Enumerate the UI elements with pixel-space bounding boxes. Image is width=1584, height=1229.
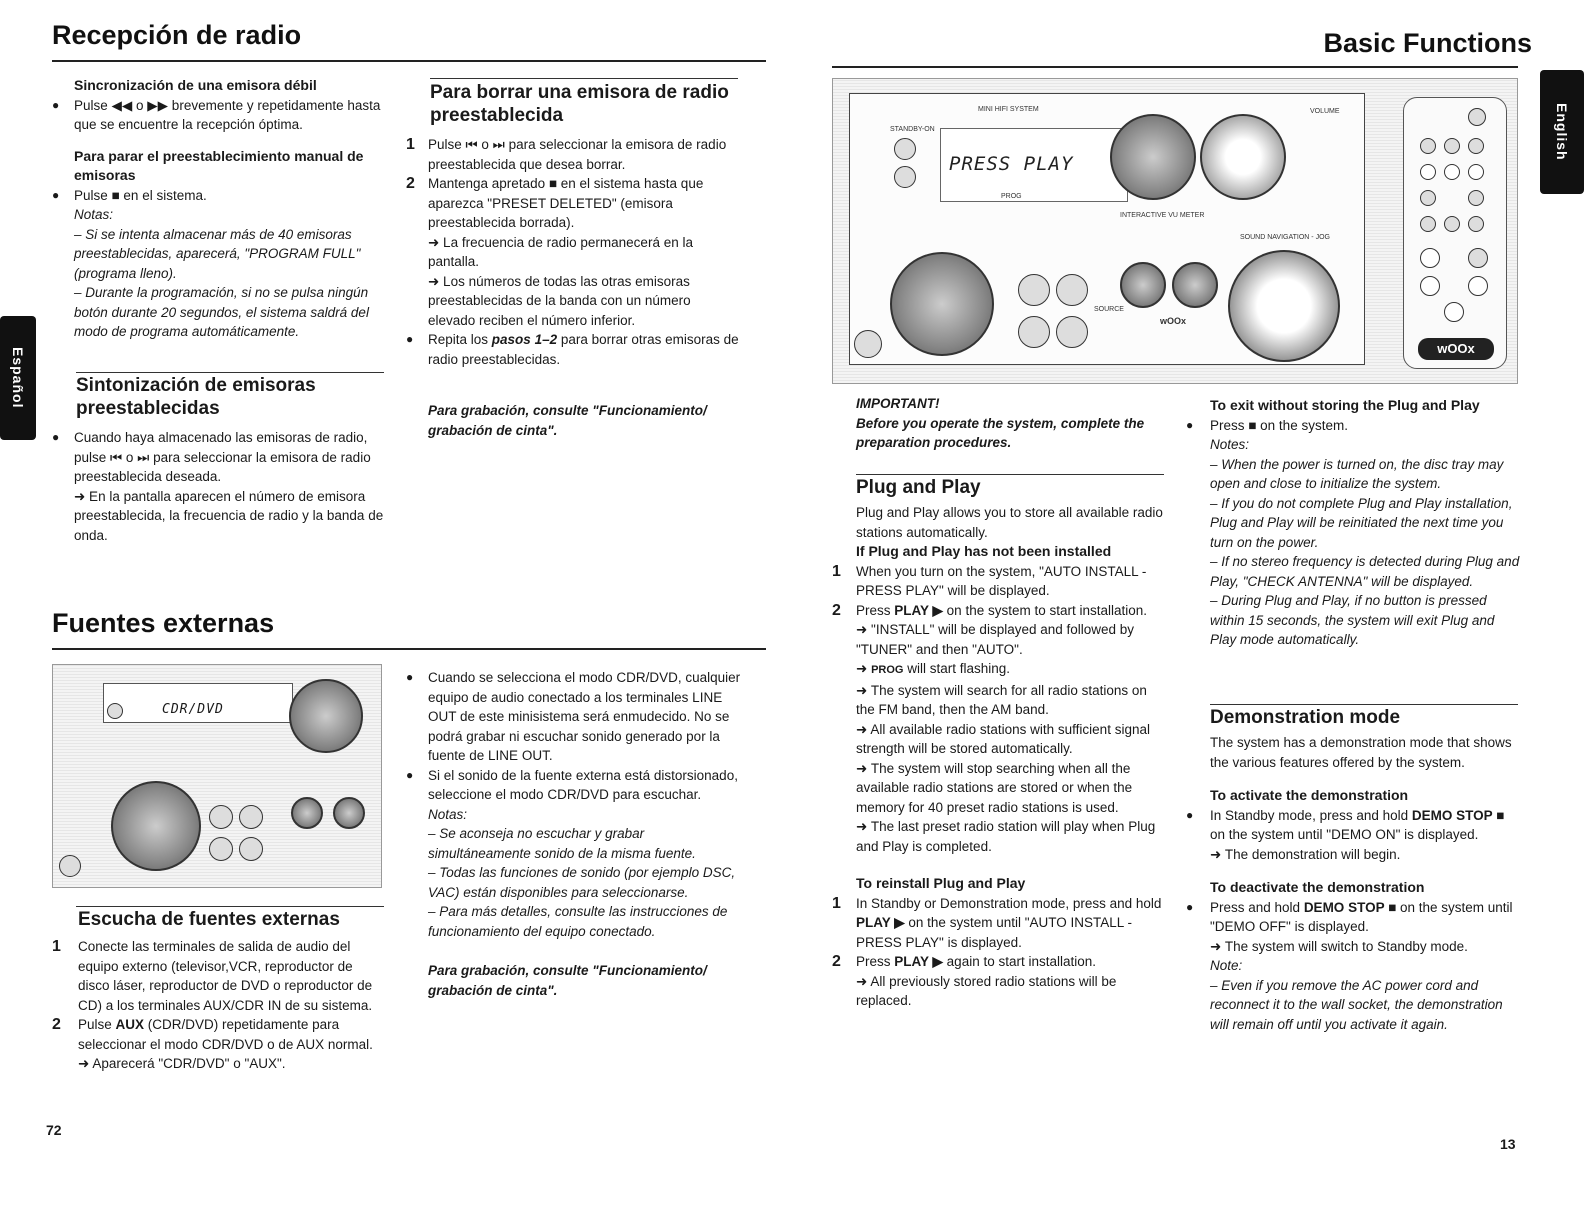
deactivate-heading: To deactivate the demonstration: [1210, 879, 1425, 895]
tuning-section: [52, 374, 387, 545]
erase-arrow-2: ➜ Los números de todas las otras emisoras preestablecidas de la banda con un número elevado reciben el número inferior.: [428, 273, 691, 328]
erase-arrow-1: ➜ La frecuencia de radio permanecerá en la pantalla.: [428, 234, 693, 269]
small-woox-knob-1: [291, 797, 323, 829]
small-cd-button: [209, 805, 233, 829]
remote-sleep-button: [1468, 216, 1484, 232]
important-text: Before you operate the system, complete the preparation procedures.: [856, 415, 1145, 450]
small-aux-button: [239, 837, 263, 861]
plug-step-2: 2 Press PLAY ▶ on the system to start installation.: [832, 601, 1148, 619]
plug-step-1: 1 When you turn on the system, "AUTO INSTALL - PRESS PLAY" will be displayed.: [832, 562, 1147, 598]
erase-step-2: 2 Mantenga apretado ■ en el sistema hasta que aparezca "PRESET DELETED" (emisora preestablecida borrada).: [406, 175, 704, 230]
plug-heading: Plug and Play: [856, 477, 981, 498]
remote-next-button: [1468, 276, 1488, 296]
erase-heading: Para borrar una emisora de radio preestablecida: [430, 82, 729, 126]
device-illustration-small: [52, 664, 382, 888]
plug-arrow-6: ➜ The last preset radio station will play when Plug and Play is completed.: [856, 819, 1156, 854]
note-label-en: Note:: [1210, 958, 1243, 973]
note-en-2: – If you do not complete Plug and Play installation, Plug and Play will be reinitiated the next time you turn on the power.: [1210, 495, 1513, 550]
deactivate-arrow: ➜ The system will switch to Standby mode.: [1210, 938, 1468, 954]
remote-tuner-button: [1444, 138, 1460, 154]
small-vu-meter: [289, 679, 363, 753]
reinstall-step-1: 1 In Standby or Demonstration mode, press and hold PLAY ▶ on the system until "AUTO INSTALL - PRESS PLAY" is displayed.: [832, 894, 1162, 950]
standby-on-button: [894, 138, 916, 160]
small-tape-button: [209, 837, 233, 861]
listen-step-2: 2 Pulse AUX (CDR/DVD) repetidamente para seleccionar el modo CDR/DVD o de AUX normal.: [52, 1016, 373, 1052]
reinstall-arrow: ➜ All previously stored radio stations will be replaced.: [856, 973, 1117, 1008]
plug-arrow-2: ➜ PROG will start flashing.: [856, 661, 1011, 676]
not-installed-heading: If Plug and Play has not been installed: [856, 543, 1112, 559]
external-notes-label: Notas:: [428, 806, 468, 822]
remote-display-button: [1444, 216, 1460, 232]
deactivate-text: ● Press and hold DEMO STOP ■ on the system until "DEMO OFF" is displayed.: [1186, 898, 1521, 937]
source-label: SOURCE: [1094, 306, 1124, 313]
remote-vac-button: [1468, 190, 1484, 206]
woox-label: wOOx: [1160, 316, 1187, 326]
note-en-1: – When the power is turned on, the disc tray may open and close to initialize the system.: [1210, 456, 1504, 491]
volume-label: VOLUME: [1310, 108, 1340, 115]
woox-knob-2: [1172, 262, 1218, 308]
remote-dsc-button: [1420, 190, 1436, 206]
sound-navigation-jog: [1228, 250, 1340, 362]
stop-text: ● Pulse ■ en el sistema.: [52, 186, 387, 206]
remote-key-2: [1444, 164, 1460, 180]
important-label: IMPORTANT!: [856, 396, 940, 411]
plug-arrow-5: ➜ The system will stop searching when all the available radio stations are stored or when the memory for 40 preset radio stations is used.: [856, 760, 1133, 815]
tuning-text: ● Cuando haya almacenado las emisoras de radio, pulse ⏮ o ⏭ para seleccionar la emisora de radio preestablecida deseada.: [52, 428, 387, 487]
demo-intro: The system has a demonstration mode that shows the various features offered by the system.: [1210, 735, 1512, 770]
listen-rule: [76, 906, 384, 907]
main-display: [940, 128, 1128, 202]
right-title-rule: [832, 66, 1518, 68]
remote-mute-button: [1468, 108, 1486, 126]
remote-minus-button: [1420, 248, 1440, 268]
activate-text: ● In Standby mode, press and hold DEMO STOP ■ on the system until "DEMO ON" is displayed.: [1186, 806, 1521, 845]
plug-section: [832, 476, 1167, 1011]
left-jog-wheel: [890, 252, 994, 356]
tuning-heading: Sintonización de emisoras preestablecidas: [76, 375, 316, 419]
recording-ref-2: Para grabación, consulte "Funcionamiento/ grabación de cinta".: [428, 963, 707, 998]
note-en-4: – During Plug and Play, if no button is pressed within 15 seconds, the system will exit Plug and Play mode automatically.: [1210, 593, 1495, 647]
sync-text: ● Pulse ◀◀ o ▶▶ brevemente y repetidamente hasta que se encuentre la recepción óptima.: [52, 96, 387, 135]
plug-arrow-4: ➜ All available radio stations with sufficient signal strength will be stored automatically.: [856, 721, 1150, 756]
external-col-2: [406, 668, 741, 1000]
tuning-rule: [76, 372, 384, 373]
small-headphone-jack: [59, 855, 81, 877]
vu-meter: [1110, 114, 1196, 200]
activate-heading: To activate the demonstration: [1210, 787, 1409, 803]
language-tab-english[interactable]: English: [1540, 70, 1584, 194]
left-page-number: 72: [46, 1122, 62, 1138]
external-note-3: – Para más detalles, consulte las instrucciones de funcionamiento del equipo conectado.: [428, 904, 728, 939]
sync-heading: Sincronización de una emisora débil: [74, 77, 317, 93]
left-col-2: [406, 81, 741, 440]
external-bullet-1: ● Cuando se selecciona el modo CDR/DVD, cualquier equipo de audio conectado a los terminales LINE OUT de este minisistema será enmudecido. No se podrá grabar ni escuchar sonido generado por la fuente de LINE OUT.: [406, 668, 741, 766]
small-standby-button: [107, 703, 123, 719]
small-lcd-text: CDR/DVD: [162, 702, 224, 717]
reinstall-heading: To reinstall Plug and Play: [856, 875, 1026, 891]
exit-text: ● Press ■ on the system.: [1186, 416, 1521, 436]
external-sources-title: Fuentes externas: [52, 608, 275, 638]
demo-heading: Demonstration mode: [1210, 707, 1401, 728]
plug-rule: [856, 474, 1164, 475]
listen-arrow: ➜ Aparecerá "CDR/DVD" o "AUX".: [78, 1056, 286, 1071]
remote-cd-button: [1420, 138, 1436, 154]
demo-rule: [1210, 704, 1518, 705]
listen-heading: Escucha de fuentes externas: [78, 909, 340, 930]
tuner-button: [1056, 274, 1088, 306]
external-note-2: – Todas las funciones de sonido (por ejemplo DSC, VAC) están disponibles para seleccionarse.: [428, 865, 736, 900]
woox-knob-1: [1120, 262, 1166, 308]
erase-step-1: 1 Pulse ⏮ o ⏭ para seleccionar la emisora de radio preestablecida que desea borrar.: [406, 136, 727, 172]
remote-woox-button: wOOx: [1418, 338, 1494, 360]
listen-section: [52, 908, 387, 1074]
demo-section: [1186, 706, 1521, 1034]
jog-label: SOUND NAVIGATION - JOG: [1240, 234, 1330, 241]
eco-power-button: [894, 166, 916, 188]
external-title-rule: [52, 648, 766, 650]
exit-heading: To exit without storing the Plug and Play: [1210, 397, 1480, 413]
remote-prev-button: [1420, 276, 1440, 296]
notes-label: Notas:: [74, 207, 114, 222]
reinstall-step-2: 2 Press PLAY ▶ again to start installation.: [832, 953, 1097, 970]
left-page-title: Recepción de radio: [52, 20, 302, 50]
plug-arrow-1: ➜ "INSTALL" will be displayed and followed by "TUNER" and then "AUTO".: [856, 622, 1135, 657]
plug-arrow-3: ➜ The system will search for all radio stations on the FM band, then the AM band.: [856, 682, 1147, 717]
small-woox-knob-2: [333, 797, 365, 829]
prog-label: PROG: [1001, 193, 1022, 200]
vu-label: INTERACTIVE VU METER: [1120, 212, 1205, 219]
remote-shuffle-button: [1420, 216, 1436, 232]
small-display: [103, 683, 293, 723]
remote-key-1: [1420, 164, 1436, 180]
remote-plus-button: [1468, 248, 1488, 268]
notes-label-en: Notes:: [1210, 437, 1250, 452]
plug-intro: Plug and Play allows you to store all available radio stations automatically.: [856, 505, 1163, 540]
cd-button: [1018, 274, 1050, 306]
standby-label: STANDBY-ON: [890, 126, 935, 133]
small-tuner-button: [239, 805, 263, 829]
tape-button: [1018, 316, 1050, 348]
remote-tape-button: [1468, 138, 1484, 154]
external-bullet-2: ● Si el sonido de la fuente externa está distorsionado, seleccione el modo CDR/DVD para escuchar.: [406, 766, 741, 805]
external-note-1: – Se aconseja no escuchar y grabar simultáneamente sonido de la misma fuente.: [428, 826, 696, 861]
right-page-number: 13: [1500, 1136, 1516, 1152]
remote-control: [1403, 97, 1507, 369]
right-col-1: [832, 394, 1167, 453]
device-illustration: [832, 78, 1518, 384]
stop-heading: Para parar el preestablecimiento manual de emisoras: [74, 147, 364, 183]
activate-arrow: ➜ The demonstration will begin.: [1210, 846, 1401, 862]
tuning-arrow: ➜ En la pantalla aparecen el número de emisora preestablecida, la frecuencia de radio y la banda de onda.: [74, 488, 384, 543]
erase-rule: [430, 78, 738, 79]
right-col-2: [1186, 396, 1521, 650]
main-unit: [849, 93, 1365, 365]
right-page-title: Basic Functions: [1323, 28, 1532, 58]
demo-note: – Even if you remove the AC power cord and reconnect it to the wall socket, the demonstration will remain off until you activate it again.: [1210, 977, 1503, 1032]
volume-knob: [1200, 114, 1286, 200]
remote-play-button: [1444, 302, 1464, 322]
note-2: – Durante la programación, si no se pulsa ningún botón durante 20 segundos, el sistema saldrá del modo de programa automáticamente.: [74, 285, 369, 339]
headphone-jack: [854, 330, 882, 358]
main-lcd-text: PRESS PLAY: [949, 153, 1074, 175]
listen-step-1: 1 Conecte las terminales de salida de audio del equipo externo (televisor,VCR, reproductor de disco láser, reproductor de DVD o reproductor de CD) a los terminales AUX/CDR IN de su sistema.: [52, 938, 373, 1013]
language-tab-espanol[interactable]: Español: [0, 316, 36, 440]
remote-key-3: [1468, 164, 1484, 180]
small-jog-left: [111, 781, 201, 871]
left-col-1: [52, 76, 387, 342]
note-en-3: – If no stereo frequency is detected during Plug and Play, "CHECK ANTENNA" will be displayed.: [1210, 554, 1520, 589]
note-1: – Si se intenta almacenar más de 40 emisoras preestablecidas, aparecerá, "PROGRAM FULL" (programa lleno).: [74, 226, 361, 281]
recording-ref-1: Para grabación, consulte "Funcionamiento/ grabación de cinta".: [428, 403, 707, 438]
erase-repeat: ● Repita los pasos 1–2 para borrar otras emisoras de radio preestablecidas.: [406, 330, 741, 369]
model-label: MINI HIFI SYSTEM: [978, 106, 1039, 113]
aux-button: [1056, 316, 1088, 348]
left-title-rule: [52, 60, 766, 62]
